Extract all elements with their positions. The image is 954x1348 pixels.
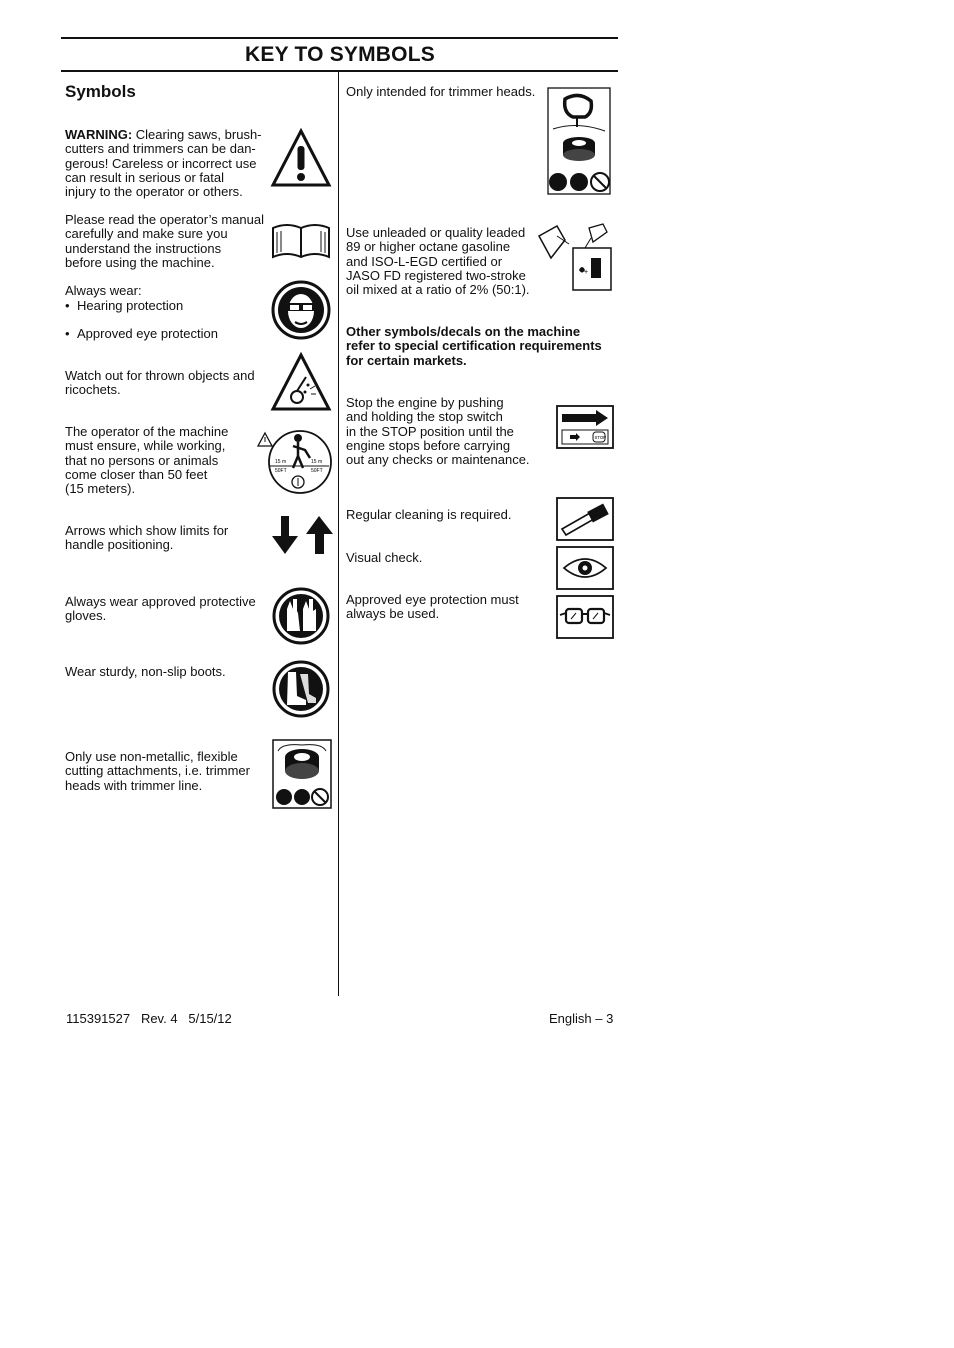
trimmer-head-only-icon: [547, 87, 611, 195]
boots-icon: [272, 660, 330, 718]
read-manual-text: Please read the operator’s manual carefully and make sure you understand the instructions before using the machine.: [65, 212, 264, 270]
page-number: English – 3: [549, 1011, 614, 1026]
fuel-text: Use unleaded or quality leaded 89 or higher octane gasoline and ISO-L-EGD certified or JASO FD registered two-stroke oil mixed at a ratio of 2% (50:1).: [346, 225, 530, 298]
warning-text: WARNING: Clearing saws, brush- cutters and trimmers can be dan- gerous! Careless or incorrect use can result in serious or fatal injury to the operator or others.: [65, 127, 262, 200]
thrown-objects-text: Watch out for thrown objects and ricochets.: [65, 368, 255, 398]
cleaning-text: Regular cleaning is required.: [346, 507, 512, 522]
gloves-icon: [272, 587, 330, 645]
gloves-text: Always wear approved protective gloves.: [65, 594, 256, 624]
stop-switch-label: STOP: [594, 435, 607, 440]
visual-check-text: Visual check.: [346, 550, 423, 565]
ear-eye-protection-icon: [271, 280, 331, 340]
section-heading: Symbols: [65, 82, 136, 101]
stop-engine-text: Stop the engine by pushing and holding the stop switch in the STOP position until the engine stops before carrying out any checks or maintenance.: [346, 395, 530, 468]
eye-icon: [556, 546, 614, 590]
trimmer-head-icon: [272, 739, 332, 809]
stop-switch-icon: [556, 405, 614, 449]
warning-triangle-icon: [270, 128, 332, 188]
boots-text: Wear sturdy, non-slip boots.: [65, 664, 226, 679]
distance-label-right-ft: 50FT: [311, 468, 323, 474]
fuel-mix-icon: [537, 222, 613, 292]
safety-distance-text: The operator of the machine must ensure, while working, that no persons or animals come closer than 50 feet (15 meters).: [65, 424, 229, 497]
trimmer-only-text: Only intended for trimmer heads.: [346, 84, 536, 99]
cleaning-brush-icon: [556, 497, 614, 541]
title-underline: [61, 70, 618, 72]
handle-limit-arrows-icon: [271, 514, 333, 556]
handle-limits-text: Arrows which show limits for handle positioning.: [65, 523, 229, 553]
safety-distance-icon: [255, 428, 333, 496]
non-metallic-text: Only use non-metallic, flexible cutting attachments, i.e. trimmer heads with trimmer line.: [65, 749, 250, 793]
eye-protection-text: Approved eye protection must always be used.: [346, 592, 519, 622]
svg-text:+: +: [584, 269, 589, 276]
always-wear-text: Always wear: • Hearing protection • Approved eye protection: [65, 284, 270, 356]
distance-label-left-m: 15 m: [275, 459, 287, 465]
safety-glasses-icon: [556, 595, 614, 639]
other-symbols-note: Other symbols/decals on the machine refer to special certification requirements for certain markets.: [346, 324, 602, 368]
distance-label-right-m: 15 m: [311, 459, 323, 465]
doc-info: 115391527 Rev. 4 5/15/12: [66, 1011, 232, 1026]
column-divider: [338, 72, 339, 996]
thrown-objects-icon: [270, 352, 332, 412]
top-rule: [61, 37, 618, 39]
page-title: KEY TO SYMBOLS: [245, 43, 435, 66]
bullet-eye: • Approved eye protection: [65, 327, 270, 341]
distance-label-left-ft: 50FT: [275, 468, 287, 474]
bullet-hearing: • Hearing protection: [65, 299, 270, 313]
open-book-icon: [270, 220, 332, 260]
